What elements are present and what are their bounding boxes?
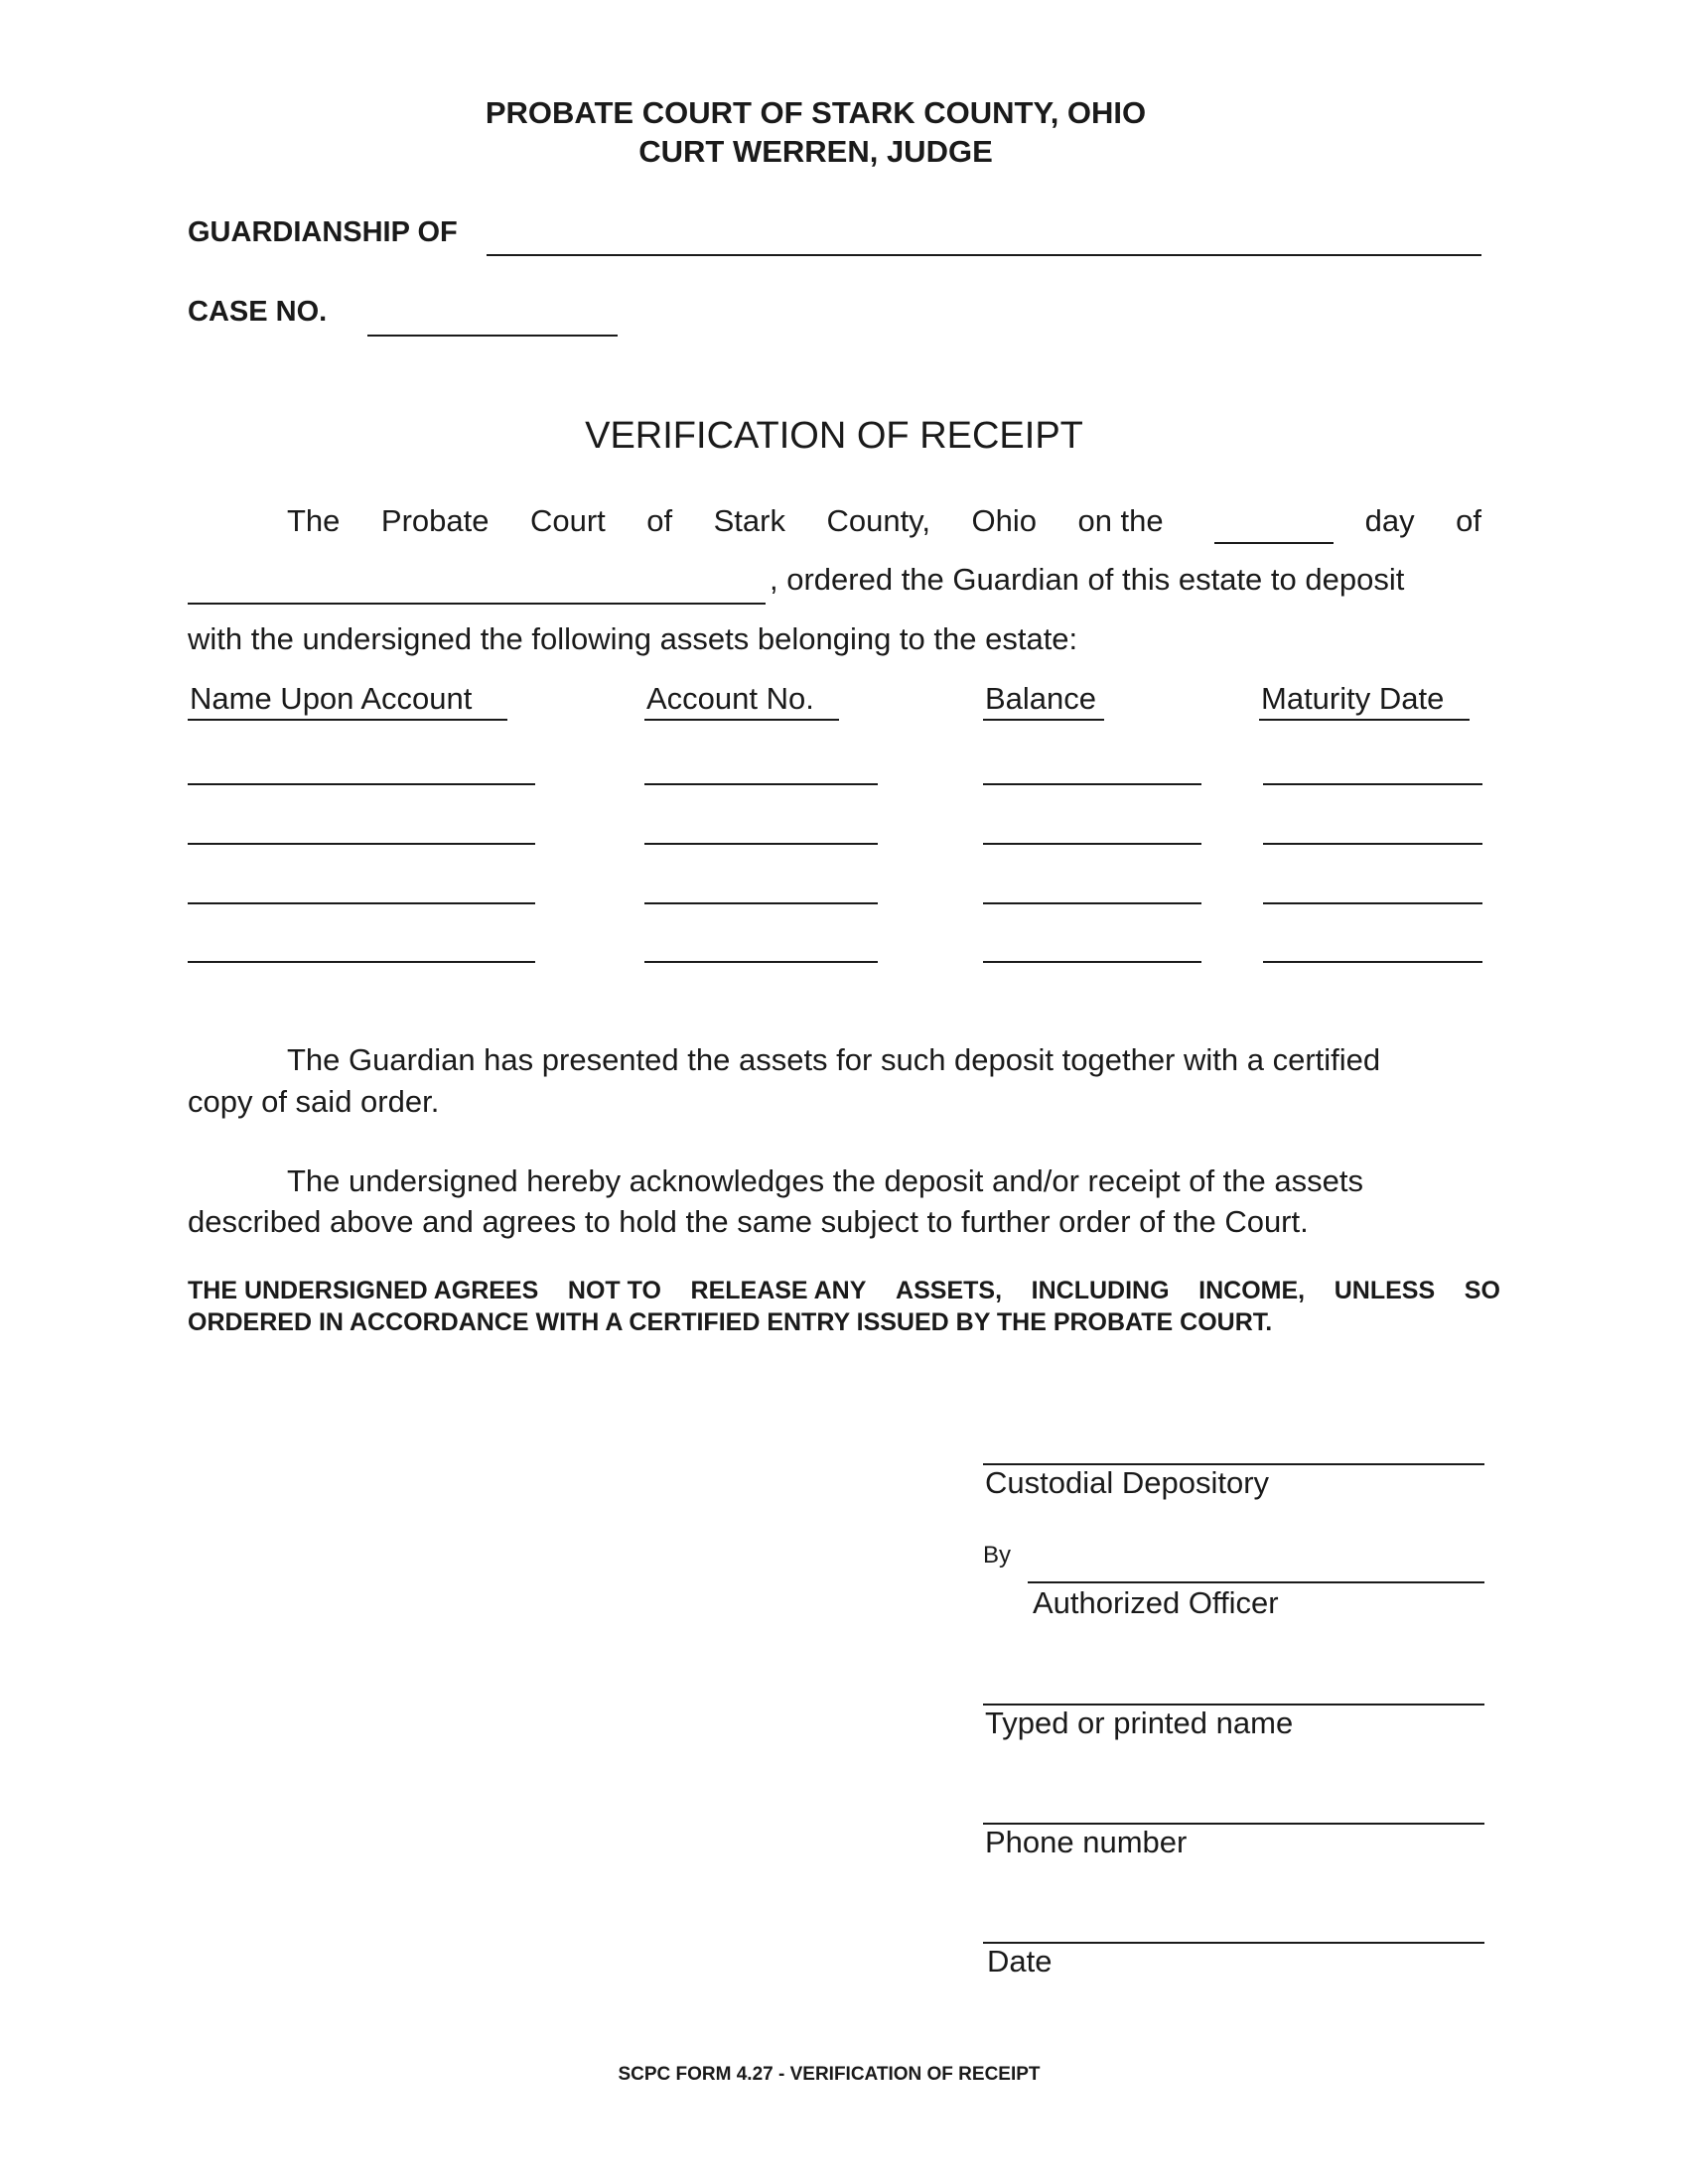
notice-word: RELEASE ANY xyxy=(690,1277,867,1304)
court-name: PROBATE COURT OF STARK COUNTY, OHIO xyxy=(485,95,1147,130)
row-2-account-input[interactable] xyxy=(644,843,878,845)
col-name-upon-account: Name Upon Account xyxy=(190,681,473,716)
row-1-name-input[interactable] xyxy=(188,783,535,785)
paragraph-1-line-1: The Guardian has presented the assets for such deposit together with a certified xyxy=(287,1042,1381,1077)
notice-word: UNLESS xyxy=(1334,1277,1436,1304)
custodial-depository-label: Custodial Depository xyxy=(985,1465,1270,1500)
row-1-balance-input[interactable] xyxy=(983,783,1201,785)
row-4-balance-input[interactable] xyxy=(983,961,1201,963)
case-number-input[interactable] xyxy=(367,335,618,337)
form-title: VERIFICATION OF RECEIPT xyxy=(585,415,1083,457)
paragraph-2-line-2: described above and agrees to hold the same subject to further order of the Court. xyxy=(188,1204,1309,1239)
col-underline xyxy=(1259,719,1470,721)
order-word: day xyxy=(1364,503,1415,538)
col-maturity-date: Maturity Date xyxy=(1261,681,1445,716)
notice-word: SO xyxy=(1464,1277,1500,1304)
phone-number-label: Phone number xyxy=(985,1825,1188,1859)
col-underline xyxy=(983,719,1104,721)
row-2-name-input[interactable] xyxy=(188,843,535,845)
row-3-balance-input[interactable] xyxy=(983,902,1201,904)
notice-word: INCOME, xyxy=(1198,1277,1306,1304)
order-word: Court xyxy=(529,503,606,538)
row-4-account-input[interactable] xyxy=(644,961,878,963)
guardianship-label: GUARDIANSHIP OF xyxy=(188,216,458,248)
printed-name-label: Typed or printed name xyxy=(985,1706,1294,1740)
by-label: By xyxy=(983,1542,1012,1569)
order-word: of xyxy=(1456,503,1481,538)
notice-line-1 xyxy=(188,1277,1500,1305)
order-line-3: with the undersigned the following assets belonging to the estate: xyxy=(188,621,1078,656)
col-balance: Balance xyxy=(985,681,1097,716)
order-word: County, xyxy=(826,503,930,538)
row-3-name-input[interactable] xyxy=(188,902,535,904)
order-word: of xyxy=(646,503,673,538)
notice-word: NOT TO xyxy=(567,1277,661,1304)
col-underline xyxy=(188,719,507,721)
order-day-input[interactable] xyxy=(1214,542,1334,544)
notice-word: THE UNDERSIGNED AGREES xyxy=(188,1277,539,1304)
notice-word: INCLUDING xyxy=(1031,1277,1170,1304)
judge-name: CURT WERREN, JUDGE xyxy=(638,134,993,169)
order-line-2: , ordered the Guardian of this estate to deposit xyxy=(770,562,1405,597)
order-word: Stark xyxy=(713,503,785,538)
row-2-balance-input[interactable] xyxy=(983,843,1201,845)
row-4-name-input[interactable] xyxy=(188,961,535,963)
row-3-account-input[interactable] xyxy=(644,902,878,904)
date-input[interactable] xyxy=(983,1942,1484,1944)
paragraph-1-line-2: copy of said order. xyxy=(188,1084,440,1119)
order-word: The xyxy=(287,503,341,538)
col-underline xyxy=(644,719,839,721)
row-1-maturity-input[interactable] xyxy=(1263,783,1482,785)
order-word: Ohio xyxy=(971,503,1037,538)
authorized-officer-input[interactable] xyxy=(1028,1581,1484,1583)
order-word: on the xyxy=(1077,503,1164,538)
date-label: Date xyxy=(987,1944,1053,1979)
row-3-maturity-input[interactable] xyxy=(1263,902,1482,904)
guardianship-input[interactable] xyxy=(487,254,1481,256)
row-1-account-input[interactable] xyxy=(644,783,878,785)
row-2-maturity-input[interactable] xyxy=(1263,843,1482,845)
order-month-year-input[interactable] xyxy=(188,603,766,605)
notice-line-2: ORDERED IN ACCORDANCE WITH A CERTIFIED ENTRY ISSUED BY THE PROBATE COURT. xyxy=(188,1308,1273,1336)
order-line-1 xyxy=(188,503,1481,539)
row-4-maturity-input[interactable] xyxy=(1263,961,1482,963)
paragraph-2-line-1: The undersigned hereby acknowledges the deposit and/or receipt of the assets xyxy=(287,1163,1363,1198)
col-account-no: Account No. xyxy=(646,681,814,716)
order-word: Probate xyxy=(380,503,490,538)
notice-word: ASSETS, xyxy=(896,1277,1003,1304)
case-number-label: CASE NO. xyxy=(188,296,328,328)
form-footer: SCPC FORM 4.27 - VERIFICATION OF RECEIPT xyxy=(618,2064,1041,2085)
authorized-officer-label: Authorized Officer xyxy=(1033,1585,1279,1620)
